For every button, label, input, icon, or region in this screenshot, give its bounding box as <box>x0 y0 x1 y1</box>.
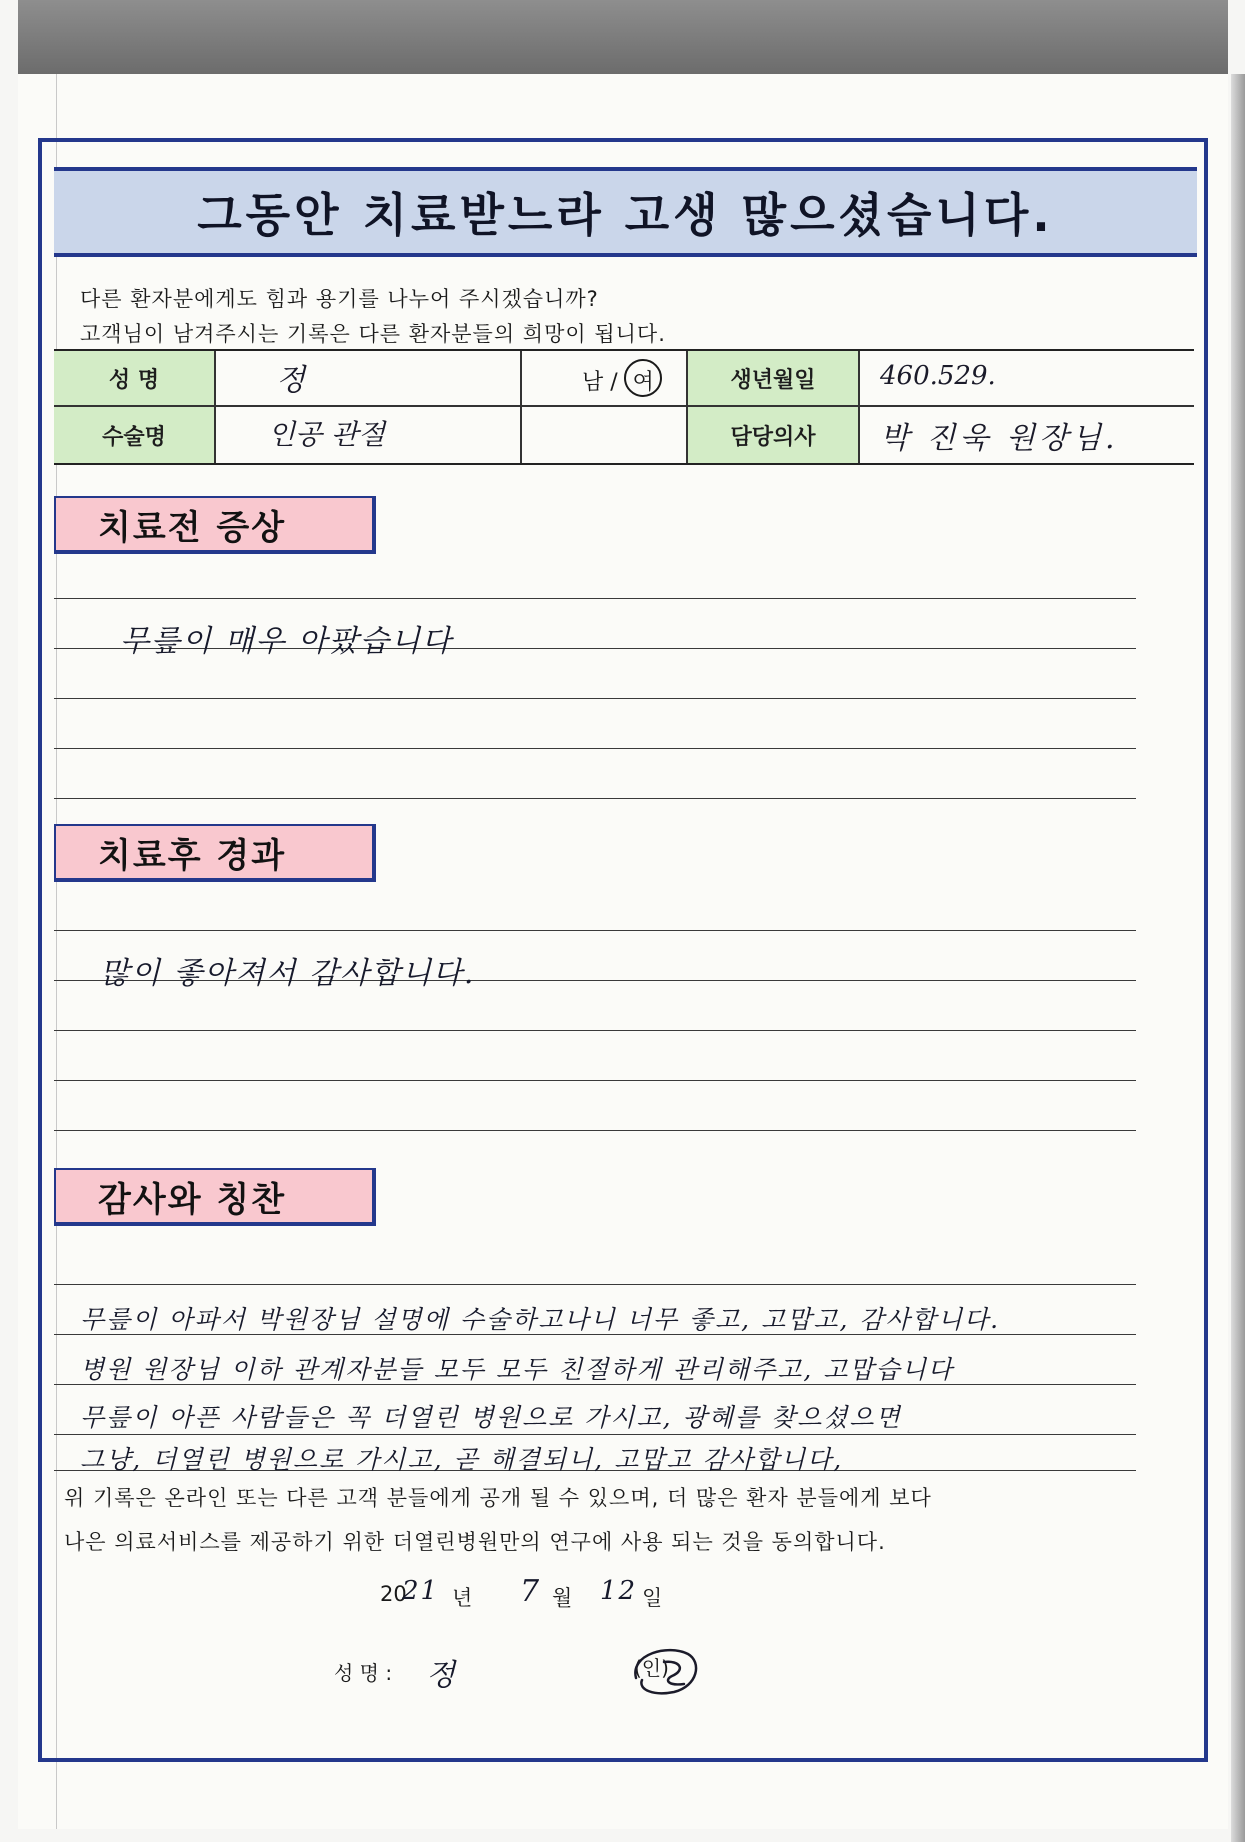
writing-line <box>54 1284 1136 1285</box>
thanks-line-4: 그냥, 더열린 병원으로 가시고, 곧 해결되니, 고맙고 감사합니다, <box>80 1445 844 1474</box>
before-symptom-text: 무릎이 매우 아팠습니다 <box>120 624 453 659</box>
thanks-line-3: 무릎이 아픈 사람들은 꼭 더열린 병원으로 가시고, 광혜를 찾으셨으면 <box>80 1403 902 1432</box>
signature-stroke-icon <box>628 1640 704 1700</box>
seal-label: (인) <box>634 1656 669 1680</box>
writing-line <box>54 1434 1136 1435</box>
writing-line <box>54 748 1136 749</box>
section-label-after: 치료후 경과 <box>54 824 376 882</box>
signature-name: 정 <box>426 1658 457 1693</box>
birth-value: 460.529. <box>880 361 996 391</box>
surgery-value: 인공 관절 <box>268 418 386 451</box>
gender-male-label: 남 / <box>582 370 618 395</box>
scan-right-shadow <box>1231 74 1245 1842</box>
gender-selection-circle <box>624 359 662 397</box>
writing-line <box>54 930 1136 931</box>
thanks-line-2: 병원 원장님 이하 관계자분들 모두 모두 친절하게 관리해주고, 고맙습니다 <box>80 1355 955 1384</box>
after-result-text: 많이 좋아져서 감사합니다. <box>100 956 476 991</box>
gender-female-label: 여 <box>632 370 654 395</box>
surgery-label: 수술명 <box>54 407 216 463</box>
scan-top-shadow <box>18 0 1228 74</box>
patient-info-table <box>54 349 1194 465</box>
writing-line <box>54 1130 1136 1131</box>
doctor-value: 박 진욱 원장님. <box>880 421 1119 456</box>
section-label-thanks: 감사와 칭찬 <box>54 1168 376 1226</box>
birth-label: 생년월일 <box>686 351 860 405</box>
date-month-label: 월 <box>552 1586 573 1610</box>
writing-line <box>54 598 1136 599</box>
intro-line-2: 고객님이 남겨주시는 기록은 다른 환자분들의 희망이 됩니다. <box>80 322 666 346</box>
name-value: 정 <box>276 363 305 398</box>
writing-line <box>54 1080 1136 1081</box>
section-label-before: 치료전 증상 <box>54 496 376 554</box>
doctor-label: 담당의사 <box>686 407 860 463</box>
date-day-label: 일 <box>642 1586 663 1610</box>
date-day-hand: 12 <box>600 1576 638 1606</box>
consent-line-1: 위 기록은 온라인 또는 다른 고객 분들에게 공개 될 수 있으며, 더 많은 환자 분들에게 보다 <box>64 1486 932 1510</box>
signature-label: 성 명 : <box>334 1661 393 1685</box>
page-title: 그동안 치료받느라 고생 많으셨습니다. <box>197 188 1054 242</box>
date-year-prefix: 20 <box>380 1582 407 1606</box>
consent-line-2: 나은 의료서비스를 제공하기 위한 더열린병원만의 연구에 사용 되는 것을 동의합니다. <box>64 1530 886 1554</box>
date-month-hand: 7 <box>520 1574 542 1609</box>
writing-line <box>54 1030 1136 1031</box>
intro-line-1: 다른 환자분에게도 힘과 용기를 나누어 주시겠습니까? <box>80 287 599 311</box>
writing-line <box>54 698 1136 699</box>
info-table-divider <box>54 405 1194 407</box>
info-column-divider <box>520 351 522 463</box>
date-year-label: 년 <box>452 1586 473 1610</box>
thanks-line-1: 무릎이 아파서 박원장님 설명에 수술하고나니 너무 좋고, 고맙고, 감사합니다. <box>80 1305 1001 1334</box>
title-banner <box>54 167 1197 257</box>
writing-line <box>54 798 1136 799</box>
date-year-hand: 21 <box>402 1576 440 1606</box>
name-label: 성 명 <box>54 351 216 405</box>
